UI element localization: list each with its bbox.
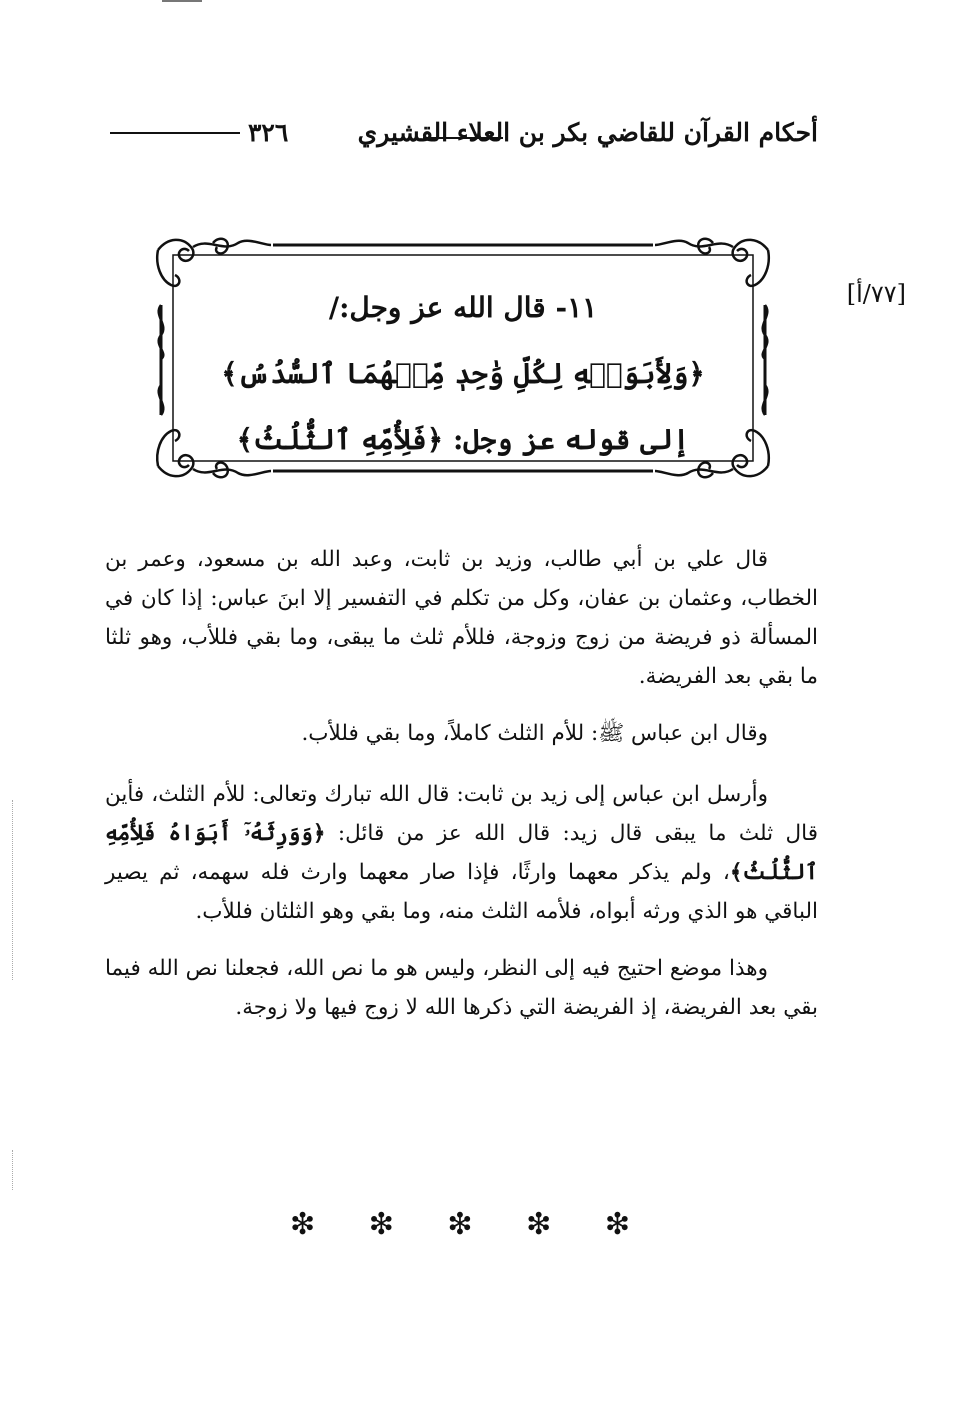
scan-edge-marks bbox=[12, 1150, 15, 1190]
header-rule bbox=[110, 132, 240, 134]
page-number: ٣٢٦ bbox=[248, 118, 289, 147]
paragraph-1: قال علي بن أبي طالب، وزيد بن ثابت، وعبد الله بن مسعود، وعمر بن الخطاب، وعثمان بن عفان، وكل من تكلم في التفسير إلا ابنَ عباس: إذا كان في المسألة ذو فريضة من زوج وزوجة، فللأم ثلث ما يبقى، وما بقي فللأب، وهو ثلثا ما بقي بعد الفريضة. bbox=[105, 547, 818, 689]
separator-star-icon: ❇ bbox=[526, 1207, 552, 1242]
folio-reference: [٧٧/أ] bbox=[846, 280, 906, 308]
paragraph-2: وقال ابن عباس ﷺ: للأم الثلث كاملاً، وما بقي فللأب. bbox=[301, 721, 768, 746]
top-edge-mark bbox=[162, 0, 202, 2]
separator-star-icon: ❇ bbox=[290, 1207, 316, 1242]
paragraph-3-part-b: ، ولم يذكر معهما وارثًا، فإذا صار معهما وارث فله سهمه، ثم يصير الباقي هو الذي ورثه أبواه، فلأمه الثلث منه، وما بقي وهو الثلثان فللأب. bbox=[105, 860, 818, 924]
separator-star-icon: ❇ bbox=[604, 1207, 630, 1242]
scan-edge-marks bbox=[12, 800, 15, 980]
quran-quote: ﴿وَوَرِثَهُۥٓ أَبَوَاهُ فَلِأُمِّهِ ٱلثُّلُثُ﴾ bbox=[105, 821, 818, 885]
section-separator bbox=[290, 1207, 630, 1242]
paragraph-4: وهذا موضع احتيج فيه إلى النظر، وليس هو ما نص الله، فجعلنا نص الله فيما بقي بعد الفريضة، إذ الفريضة التي ذكرها الله لا زوج فيها ولا زوجة. bbox=[105, 956, 818, 1020]
paragraph-3-part-a: وأرسل ابن عباس إلى زيد بن ثابت: قال الله تبارك وتعالى: للأم الثلث، فأين قال ثلث ما يبقى قال زيد: قال الله عز من قائل: bbox=[105, 782, 818, 846]
quran-verse-1: ﴿وَلِأَبَوَيۡهِ لِكُلِّ وَٰحِدٖ مِّنۡهُمَا ٱلسُّدُسُ﴾ bbox=[221, 357, 705, 390]
running-title: أحكام القرآن للقاضي بكر بن العلاء القشيري bbox=[357, 118, 818, 147]
running-header bbox=[110, 118, 818, 158]
chapter-heading bbox=[193, 275, 733, 473]
main-text bbox=[105, 540, 818, 1045]
chapter-title: ١١- قال الله عز وجل:/ bbox=[328, 291, 598, 324]
page-number-block bbox=[110, 118, 288, 147]
chapter-heading-frame bbox=[153, 235, 773, 481]
quran-verse-2: ﴿فَلِأُمِّهِ ٱلثُّلُثُ﴾ bbox=[236, 423, 444, 456]
separator-star-icon: ❇ bbox=[368, 1207, 394, 1242]
separator-star-icon: ❇ bbox=[447, 1207, 473, 1242]
verse-lead-text: إلى قوله عز وجل: bbox=[443, 423, 690, 456]
chapter-line-3 bbox=[193, 407, 733, 473]
paragraph-3 bbox=[105, 775, 818, 931]
